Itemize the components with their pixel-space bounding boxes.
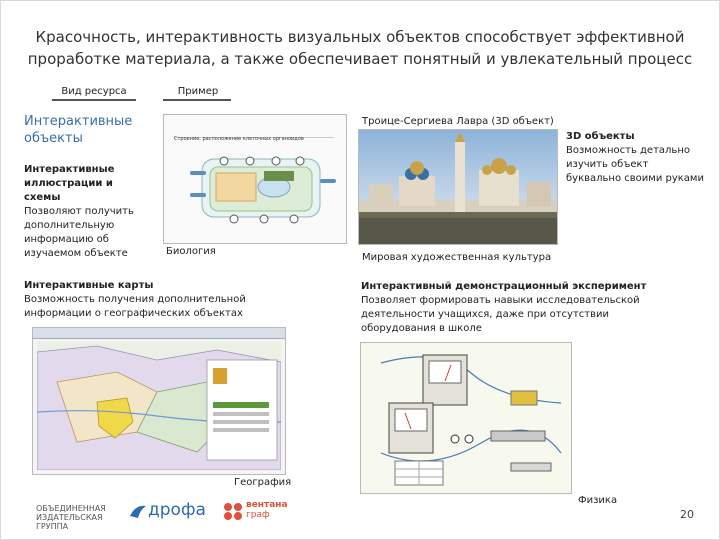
illustrations-text: Позволяют получить дополнительную информацию об изучаемом объекте <box>24 206 134 259</box>
lavra-3d-image <box>358 129 558 245</box>
column-underline <box>163 99 231 101</box>
maps-block <box>24 279 264 321</box>
cell-diagram <box>164 115 346 243</box>
map-window-titlebar <box>33 328 285 339</box>
circuit-diagram <box>361 343 571 493</box>
illustrations-block <box>24 163 152 261</box>
lavra-caption: Троице-Сергиева Лавра (3D объект) <box>362 116 554 127</box>
column-header-example: Пример <box>177 86 219 97</box>
experiment-block <box>361 280 681 336</box>
maps-title: Интерактивные карты <box>24 280 154 291</box>
publishing-group-logo <box>36 504 126 531</box>
group-line-1: ОБЪЕДИНЕННАЯ <box>36 504 106 513</box>
map-screenshot <box>32 327 286 475</box>
physics-caption: Физика <box>578 495 618 506</box>
3d-objects-text: Возможность детально изучить объект буквально своими руками <box>566 145 704 184</box>
column-underline <box>52 99 136 101</box>
experiment-text: Позволяет формировать навыки исследовательской деятельности учащихся, даже при отсутствии оборудования в школе <box>361 295 640 334</box>
ventana-wordmark: вентана <box>246 500 288 510</box>
monastery-picture <box>359 130 557 244</box>
mhk-caption: Мировая художественная культура <box>362 252 552 263</box>
3d-objects-title: 3D объекты <box>566 131 635 142</box>
bird-icon <box>128 502 148 520</box>
slide-title <box>20 26 700 70</box>
drofa-wordmark: дрофа <box>148 500 206 520</box>
ventana-graf-logo <box>222 498 296 524</box>
geography-caption: География <box>234 477 292 488</box>
drofa-logo <box>128 500 214 522</box>
map-image <box>37 342 281 470</box>
experiment-title: Интерактивный демонстрационный эксперимент <box>361 281 647 292</box>
title-line-2: проработке материала, а также обеспечивает понятный и увлекательный процесс <box>27 50 693 68</box>
3d-objects-block <box>566 130 706 186</box>
ventana-emblem-icon <box>222 501 244 521</box>
maps-text: Возможность получения дополнительной информации о географических объектах <box>24 294 246 319</box>
group-line-2: ИЗДАТЕЛЬСКАЯ ГРУППА <box>36 513 103 531</box>
biology-screen-title: Строение, расположение клеточных органоидов <box>174 136 304 142</box>
biology-illustration <box>163 114 347 244</box>
section-heading-interactive: Интерактивные объекты <box>24 114 133 146</box>
illustrations-title: Интерактивные иллюстрации и схемы <box>24 164 115 203</box>
experiment-image <box>360 342 572 494</box>
graf-wordmark: граф <box>246 510 270 520</box>
biology-caption: Биология <box>166 246 216 257</box>
column-header-resource-type: Вид ресурса <box>61 86 127 97</box>
page-number: 20 <box>680 508 694 521</box>
title-line-1: Красочность, интерактивность визуальных объектов способствует эффективной <box>35 28 685 46</box>
